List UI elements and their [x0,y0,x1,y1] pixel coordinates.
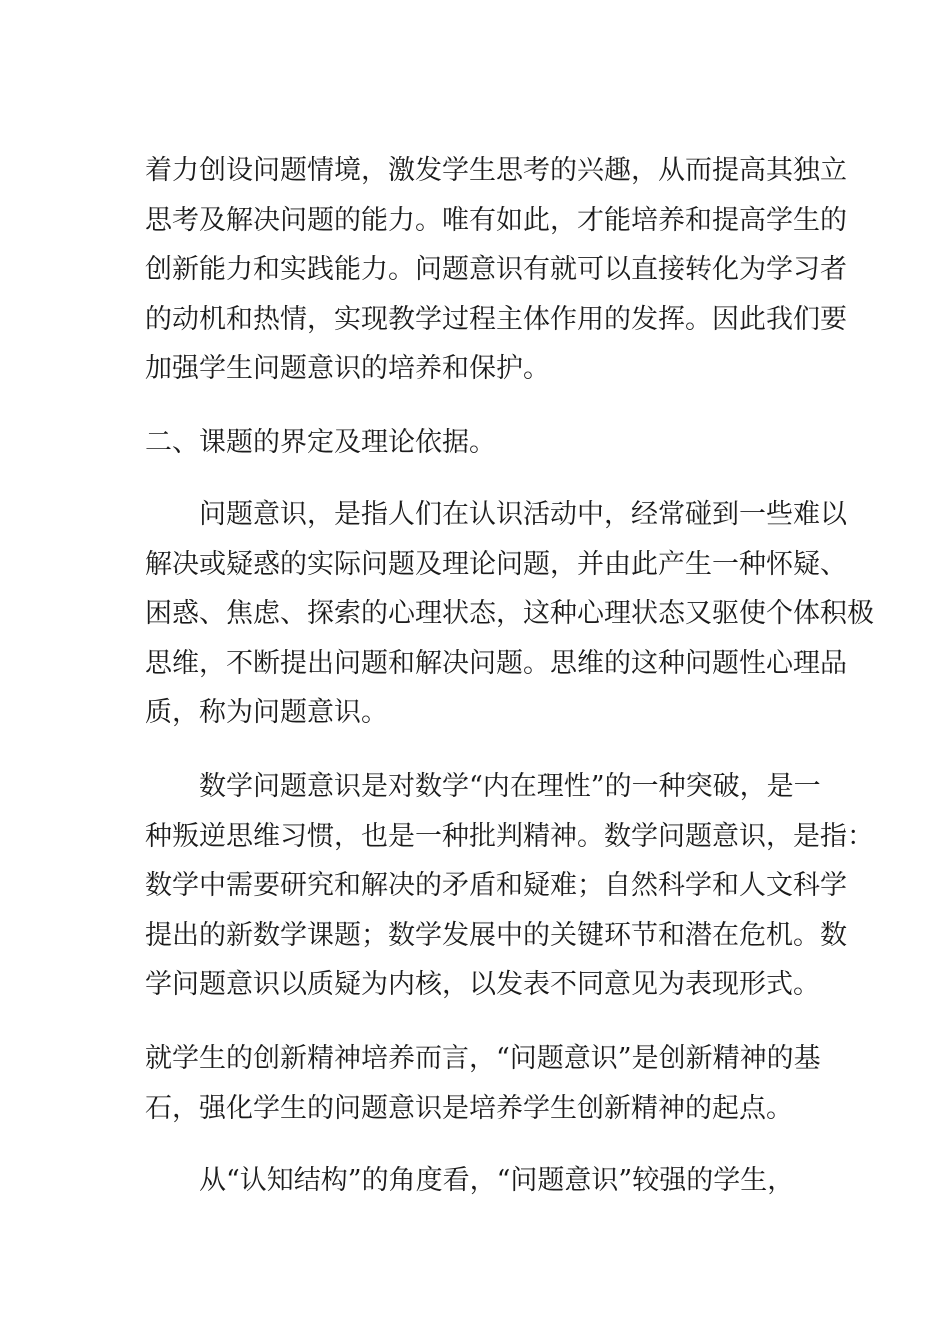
text-line: 加强学生问题意识的培养和保护。 [145,353,550,384]
text-line: 数学问题意识是对数学“内在理性”的一种突破，是一 [199,771,821,802]
section-heading [145,418,815,468]
text-line: 就学生的创新精神培养而言，“问题意识”是创新精神的基 [145,1043,821,1074]
text-line: 问题意识，是指人们在认识活动中，经常碰到一些难以 [199,499,847,530]
text-line: 的动机和热情，实现教学过程主体作用的发挥。因此我们要 [145,303,847,335]
paragraph-definition [145,490,874,738]
text-line: 数学中需要研究和解决的矛盾和疑难；自然科学和人文科学 [145,870,847,901]
paragraph-cognitive-structure [145,1156,815,1206]
text-line: 着力创设问题情境，激发学生思考的兴趣，从而提高其独立 [145,155,847,186]
text-line: 学问题意识以质疑为内核，以发表不同意见为表现形式。 [145,969,820,1000]
paragraph-intro-continuation [145,146,847,394]
paragraph-math-awareness [145,762,874,1010]
text-line: 思考及解决问题的能力。唯有如此，才能培养和提高学生的 [145,204,847,236]
text-line: 提出的新数学课题；数学发展中的关键环节和潜在危机。数 [145,919,847,951]
text-line: 创新能力和实践能力。问题意识有就可以直接转化为学习者 [145,254,847,285]
text-line: 质，称为问题意识。 [145,697,388,728]
text-line: 困惑、焦虑、探索的心理状态，这种心理状态又驱使个体积极 [145,598,874,629]
text-line: 思维，不断提出问题和解决问题。思维的这种问题性心理品 [145,647,847,679]
text-line: 从“认知结构”的角度看，“问题意识”较强的学生， [199,1165,795,1196]
section-heading-text: 二、课题的界定及理论依据。 [145,427,496,458]
text-line: 解决或疑惑的实际问题及理论问题，并由此产生一种怀疑、 [145,548,847,580]
paragraph-innovation [145,1034,821,1133]
text-line: 石，强化学生的问题意识是培养学生创新精神的起点。 [145,1092,793,1124]
text-line: 种叛逆思维习惯，也是一种批判精神。数学问题意识，是指： [145,820,874,852]
